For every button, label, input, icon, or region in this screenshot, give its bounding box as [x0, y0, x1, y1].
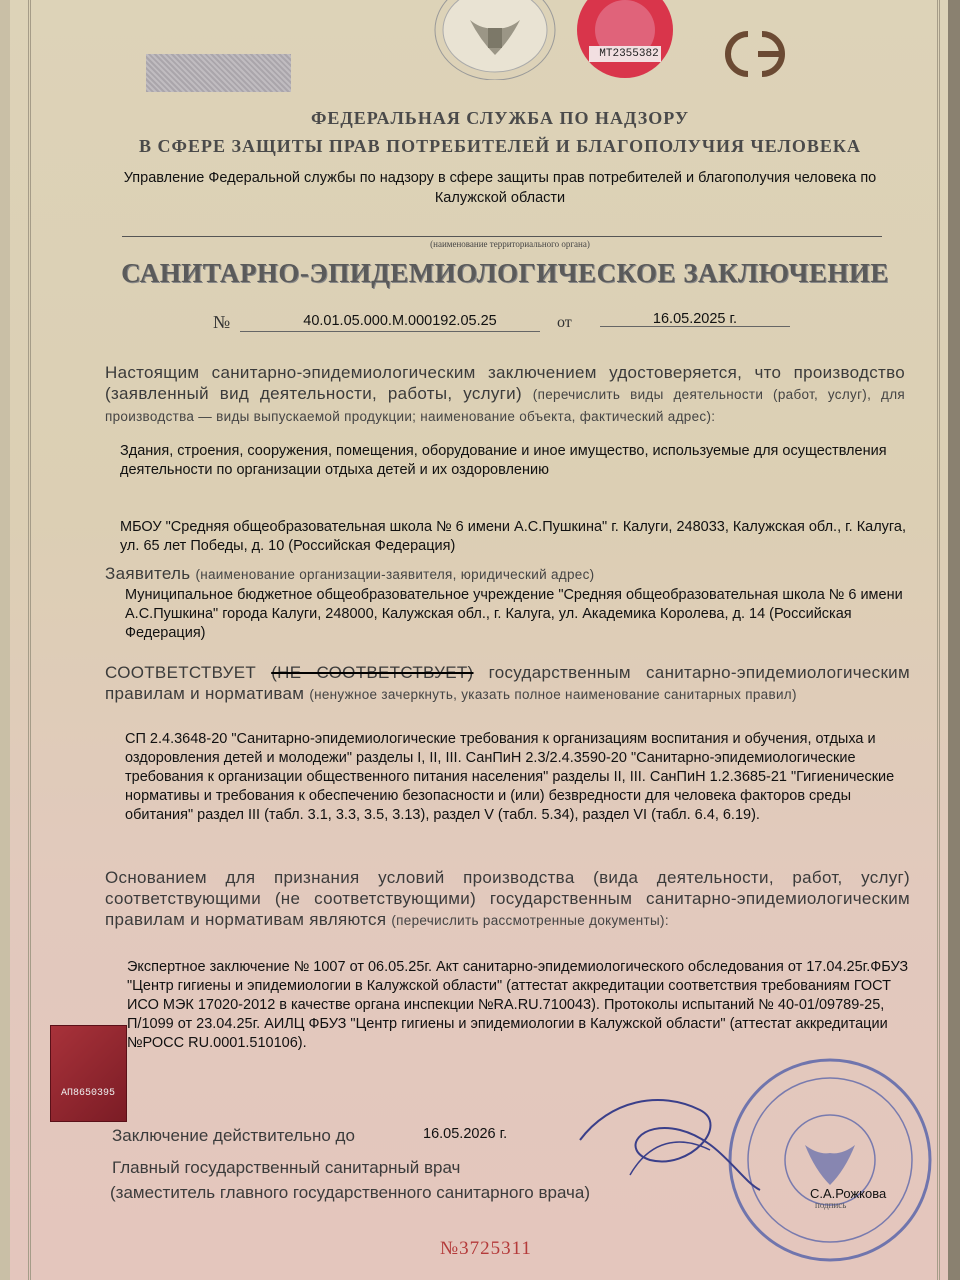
- signature-caption: подпись: [815, 1200, 847, 1210]
- document-title: САНИТАРНО-ЭПИДЕМИОЛОГИЧЕСКОЕ ЗАКЛЮЧЕНИЕ: [121, 258, 889, 288]
- basis-lead: Основанием для признания условий производства (вида деятельности, работ, услуг) соответствующими (не соответствующими) государственным санитарно-эпидемиологическим правилам и нормативам являются: [105, 868, 910, 929]
- certifies-note: (перечислить виды деятельности (работ, услуг), для производства — виды выпускаемой продукции; наименование объекта, фактический адрес):: [105, 387, 905, 424]
- hologram-code: MT2355382: [599, 48, 659, 60]
- basis-note: (перечислить рассмотренные документы):: [391, 913, 669, 928]
- not-complies-word-struck: (НЕ СООТВЕТСТВУЕТ): [271, 663, 474, 682]
- date-underline: [600, 326, 790, 327]
- document-number: 40.01.05.000.М.000192.05.25: [303, 313, 497, 329]
- hologram-seal: [575, 0, 675, 80]
- divider-line: [122, 236, 882, 237]
- number-label: №: [213, 312, 231, 332]
- number-underline: [240, 331, 540, 332]
- basis-paragraph: [105, 867, 910, 931]
- guilloche-patch: [146, 54, 291, 92]
- applicant-label: Заявитель: [105, 564, 191, 583]
- activity-text: Здания, строения, сооружения, помещения, оборудование и иное имущество, используемые для осуществления деятельности по организации отдыха детей и их оздоровлению: [120, 443, 887, 478]
- doctor-title-line1: Главный государственный санитарный врач: [112, 1158, 461, 1177]
- territorial-caption: (наименование территориального органа): [430, 239, 590, 249]
- applicant-paragraph: [105, 563, 905, 585]
- compliance-rest: государственным санитарно-эпидемиологическим правилам и нормативам: [105, 663, 910, 703]
- date-label: от: [557, 314, 572, 331]
- doctor-title-line2: (заместитель главного государственного санитарного врача): [110, 1183, 590, 1202]
- serial-number: №3725311: [440, 1238, 532, 1259]
- valid-until-label: Заключение действительно до: [112, 1126, 355, 1145]
- compliance-note: (ненужное зачеркнуть, указать полное наименование санитарных правил): [309, 687, 797, 702]
- object-text: МБОУ "Средняя общеобразовательная школа № 6 имени А.С.Пушкина" г. Калуги, 248033, Калужская обл., г. Калуга, ул. 65 лет Победы, д. 10 (Российская Федерация): [120, 519, 906, 554]
- conformity-mark-logo: [710, 26, 802, 82]
- red-sticker-code: АП8650395: [60, 1088, 115, 1099]
- certifies-paragraph: [105, 362, 905, 427]
- agency-heading-line1: ФЕДЕРАЛЬНАЯ СЛУЖБА ПО НАДЗОРУ: [310, 108, 690, 128]
- complies-word: СООТВЕТСТВУЕТ: [105, 663, 257, 682]
- certifies-lead: Настоящим санитарно-эпидемиологическим заключением удостоверяется, что производство (заявленный вид деятельности, работы, услуги): [105, 363, 905, 403]
- red-security-sticker: [50, 1025, 127, 1122]
- sanitary-rules-text: СП 2.4.3648-20 "Санитарно-эпидемиологические требования к организациям воспитания и обучения, отдыха и оздоровления детей и молодежи" разделы I, II, III. СанПиН 2.3/2.4.3590-20 "Санитарно-эпидемиологические требования к организации общественного питания населения" разделы II, III. СанПиН 1.2.3685-21 "Гигиенические нормативы и требования к обеспечению безопасности и (или) безвредности для человека факторов среды обитания" раздел III (табл. 3.1, 3.3, 3.5, 3.13), раздел V (табл. 5.34), раздел VI (табл. 6.4, 6.19).: [125, 731, 895, 823]
- compliance-paragraph: [105, 662, 910, 705]
- agency-heading-line2: В СФЕРЕ ЗАЩИТЫ ПРАВ ПОТРЕБИТЕЛЕЙ И БЛАГОПОЛУЧИЯ ЧЕЛОВЕКА: [139, 136, 861, 156]
- applicant-note: (наименование организации-заявителя, юридический адрес): [195, 567, 595, 582]
- double-headed-eagle-emblem: [430, 0, 560, 80]
- valid-until-date: 16.05.2026 г.: [423, 1126, 508, 1142]
- signatory-name: С.А.Рожкова: [810, 1186, 887, 1201]
- territorial-body: Управление Федеральной службы по надзору в сфере защиты прав потребителей и благополучия человека по Калужской области: [123, 170, 877, 206]
- document-date: 16.05.2025 г.: [652, 311, 738, 327]
- handwritten-signature: [570, 1080, 770, 1210]
- basis-documents: Экспертное заключение № 1007 от 06.05.25г. Акт санитарно-эпидемиологического обследования от 17.04.25г.ФБУЗ "Центр гигиены и эпидемиологии в Калужской области" (аттестат аккредитации соответствия требованиям ГОСТ ИСО МЭК 17020-2012 в качестве органа инспекции №RA.RU.710043). Протоколы испытаний № 40-01/09789-25, П/1099 от 23.04.25г. АИЛЦ ФБУЗ "Центр гигиены и эпидемиологии в Калужской области" (аттестат аккредитации №РОСС RU.0001.510106).: [127, 959, 909, 1051]
- applicant-value: Муниципальное бюджетное общеобразовательное учреждение "Средняя общеобразовательная школа № 6 имени А.С.Пушкина" города Калуги, 248000, Калужская обл., г. Калуга, ул. Академика Королева, д. 14 (Российская Федерация): [125, 587, 903, 641]
